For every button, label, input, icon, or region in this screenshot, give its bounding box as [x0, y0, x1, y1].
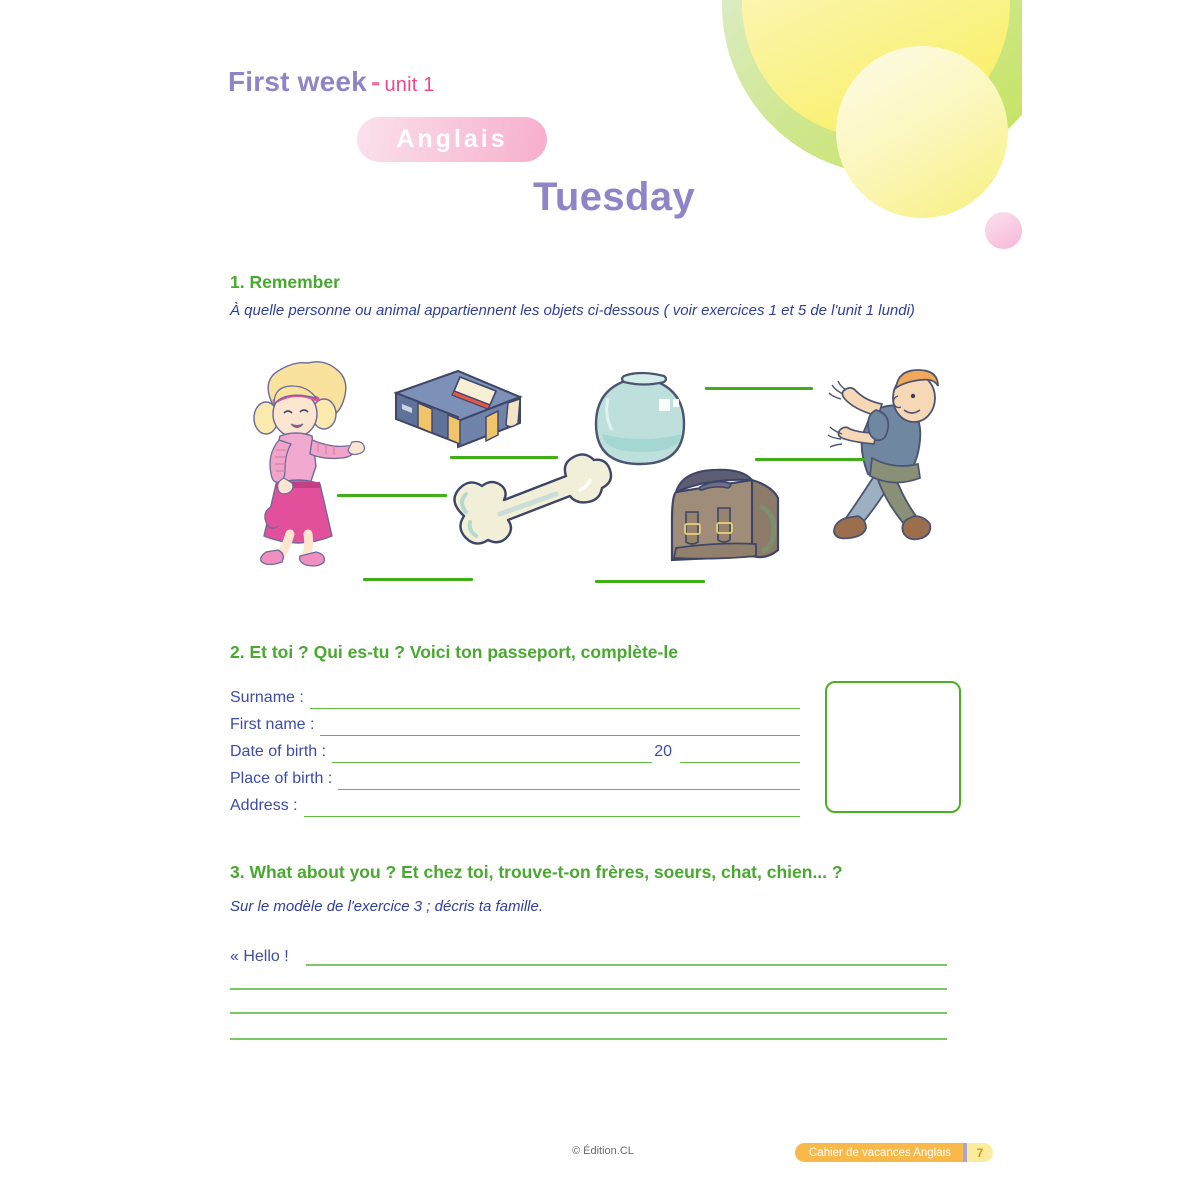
satchel-illustration — [672, 470, 778, 560]
date-of-birth-label: Date of birth : — [230, 743, 327, 760]
week-title-row — [228, 66, 435, 98]
address-input[interactable] — [304, 797, 800, 817]
fishbowl-illustration — [596, 373, 684, 464]
date-of-birth-input[interactable] — [332, 743, 652, 763]
surname-input[interactable] — [310, 689, 800, 709]
year-input[interactable] — [680, 743, 800, 763]
subject-badge — [357, 117, 547, 162]
form-row-date-of-birth — [230, 736, 800, 763]
book-title-label: Cahier de vacances Anglais — [795, 1143, 963, 1162]
exercise-3-title: 3. What about you ? Et chez toi, trouve-t-on frères, soeurs, chat, chien... ? — [230, 862, 843, 882]
place-of-birth-label: Place of birth : — [230, 770, 333, 787]
answer-line-book[interactable] — [450, 456, 558, 459]
photo-placeholder-box[interactable] — [825, 681, 961, 813]
form-row-address — [230, 790, 800, 817]
answer-line-man[interactable] — [755, 458, 865, 461]
pink-circle-decoration-small — [985, 212, 1022, 249]
copyright-notice: © Édition.CL — [572, 1145, 634, 1157]
day-title: Tuesday — [533, 175, 696, 219]
first-name-input[interactable] — [320, 716, 800, 736]
man-illustration — [828, 370, 938, 539]
title-separator: - — [370, 66, 381, 97]
bone-illustration — [454, 454, 611, 543]
answer-line-fishbowl[interactable] — [705, 387, 813, 390]
exercise-1-instruction: À quelle personne ou animal appartiennent les objets ci-dessous ( voir exercices 1 et 5 de l'unit 1 lundi) — [230, 302, 915, 319]
girl-illustration — [254, 362, 364, 566]
answer-line-bone[interactable] — [363, 578, 473, 581]
answer-prefix-hello: « Hello ! — [230, 948, 289, 965]
form-row-surname — [230, 682, 800, 709]
address-label: Address : — [230, 797, 298, 814]
year-prefix: 20 — [654, 743, 672, 760]
yellow-circle-decoration-front — [836, 46, 1008, 218]
writing-line-4[interactable] — [230, 1038, 947, 1040]
book-illustration — [396, 371, 520, 447]
page-number: 7 — [967, 1143, 993, 1162]
week-title: First week — [228, 66, 367, 97]
exercise-3-instruction: Sur le modèle de l'exercice 3 ; décris ta famille. — [230, 898, 544, 915]
first-name-label: First name : — [230, 716, 315, 733]
place-of-birth-input[interactable] — [338, 770, 800, 790]
passport-form — [230, 682, 800, 817]
green-circle-decoration — [722, 0, 1022, 175]
exercise-1-title: 1. Remember — [230, 272, 340, 292]
answer-line-girl[interactable] — [337, 494, 447, 497]
page-header — [228, 66, 435, 98]
unit-label: unit 1 — [384, 74, 435, 96]
yellow-circle-decoration-large — [742, 0, 1010, 138]
subject-badge-label: Anglais — [396, 125, 508, 153]
answer-line-satchel[interactable] — [595, 580, 705, 583]
pink-circle-decoration-top — [898, 0, 988, 44]
writing-line-1[interactable] — [306, 964, 947, 966]
form-row-first-name — [230, 709, 800, 736]
writing-line-3[interactable] — [230, 1012, 947, 1014]
form-row-place-of-birth — [230, 763, 800, 790]
writing-line-2[interactable] — [230, 988, 947, 990]
exercise-2-title: 2. Et toi ? Qui es-tu ? Voici ton passeport, complète-le — [230, 642, 678, 662]
surname-label: Surname : — [230, 689, 304, 706]
page-footer-badge — [795, 1143, 993, 1162]
